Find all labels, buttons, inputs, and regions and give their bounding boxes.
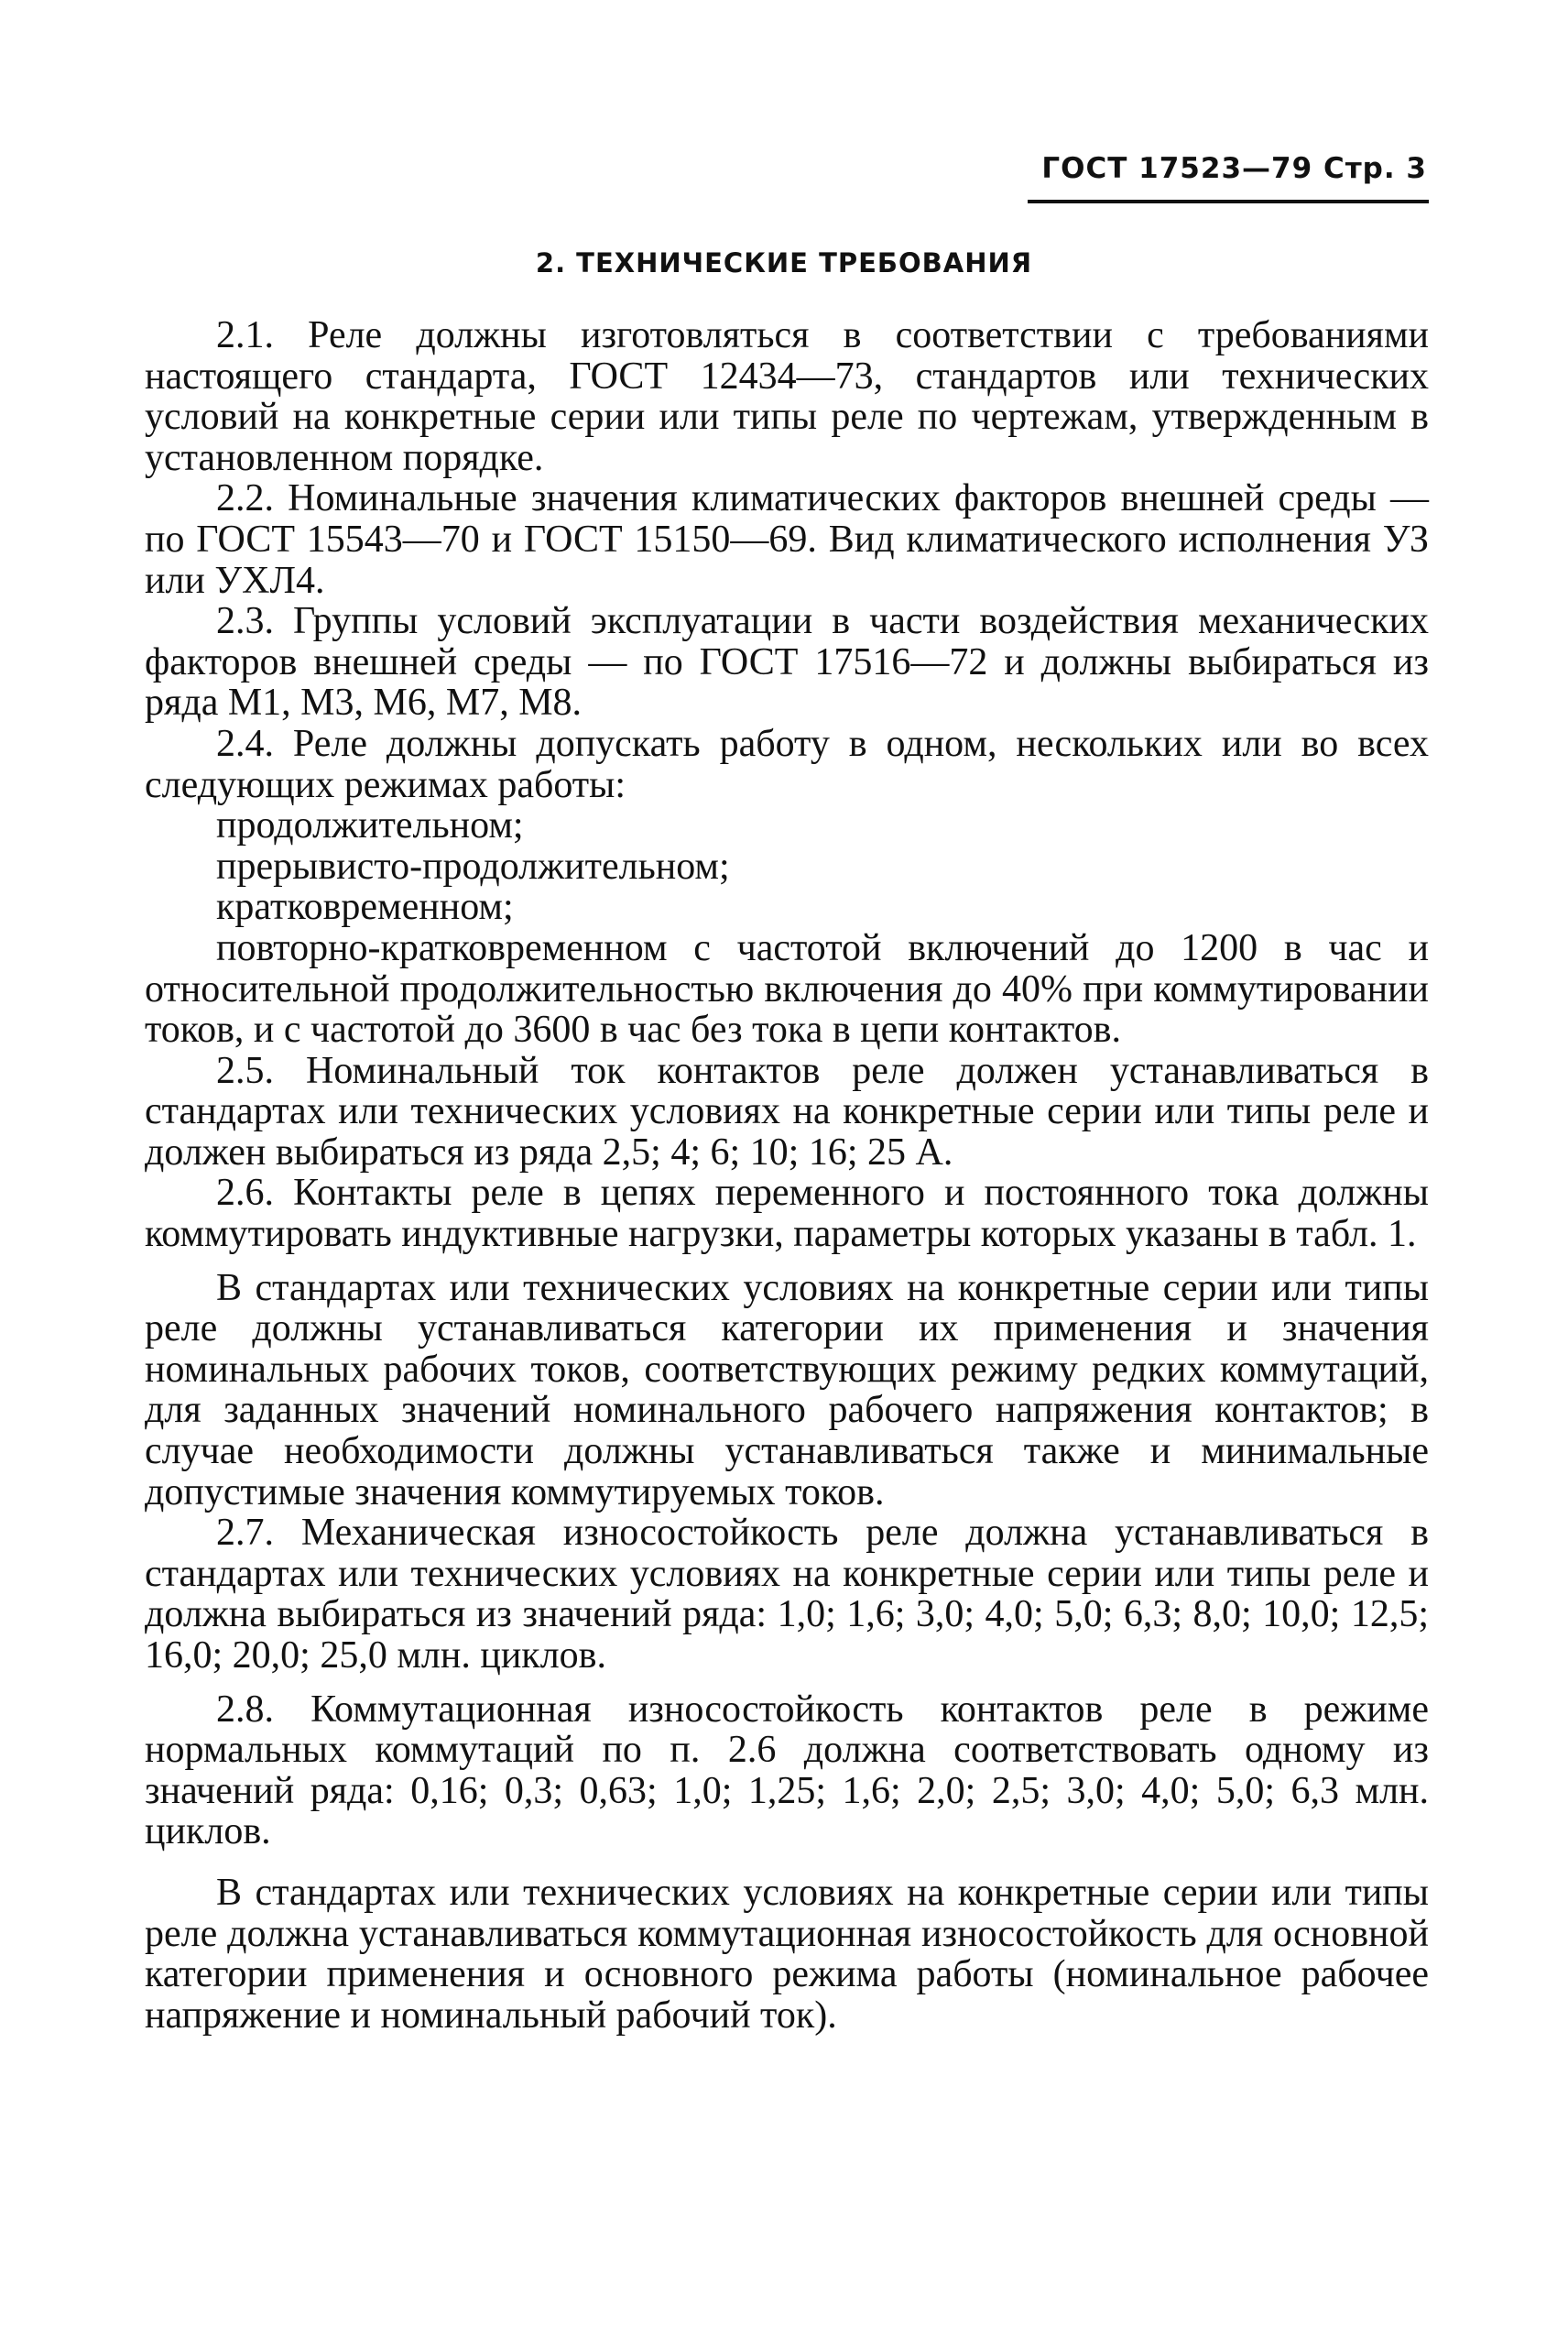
mode-item: прерывисто-продолжительном; <box>216 845 730 888</box>
paragraph-2-3: 2.3. Группы условий эксплуатации в части воздействия механических факторов внешней среды — по ГОСТ 17516—72 и должны выбираться из ряда М1, М3, М6, М7, М8. <box>145 600 1429 725</box>
mode-item: повторно-кратковременном с частотой включений до 1200 в час и относительной продолжительностью включения до 40% при коммутировании токов, и с частотой до 3600 в час без тока в цепи контактов. <box>145 926 1429 1052</box>
paragraph-2-7: 2.7. Механическая износостойкость реле должна устанавливаться в стандартах или технических условиях на конкретные серии или типы реле и должна выбираться из значений ряда: 1,0; 1,6; 3,0; 4,0; 5,0; 6,3; 8,0; 10,0; 12,5; 16,0; 20,0; 25,0 млн. циклов. <box>145 1512 1429 1677</box>
mode-item: продолжительном; <box>216 804 524 847</box>
body-text <box>145 315 1429 2036</box>
mode-item: кратковременном; <box>216 886 514 929</box>
section-title: 2. ТЕХНИЧЕСКИЕ ТРЕБОВАНИЯ <box>535 247 1033 279</box>
paragraph-2-8-note: В стандартах или технических условиях на конкретные серии или типы реле должна устанавливаться коммутационная износостойкость для основной категории применения и основного режима работы (номинальное рабочее напряжение и номинальный рабочий ток). <box>145 1871 1429 2037</box>
paragraph-2-8: 2.8. Коммутационная износостойкость контактов реле в режиме нормальных коммутаций по п. 2.6 должна соответствовать одному из значений ряда: 0,16; 0,3; 0,63; 1,0; 1,25; 1,6; 2,0; 2,5; 3,0; 4,0; 5,0; 6,3 млн. циклов. <box>145 1688 1429 1853</box>
paragraph-2-6: 2.6. Контакты реле в цепях переменного и постоянного тока должны коммутировать индуктивные нагрузки, параметры которых указаны в табл. 1. <box>145 1172 1429 1256</box>
header-rule <box>1028 200 1429 203</box>
page-header: ГОСТ 17523—79 Стр. 3 <box>1041 152 1427 185</box>
paragraph-2-4: 2.4. Реле должны допускать работу в одном, нескольких или во всех следующих режимах работы: <box>145 722 1429 806</box>
paragraph-2-1: 2.1. Реле должны изготовляться в соответствии с требованиями настоящего стандарта, ГОСТ 12434—73, стандартов или технических условий на конкретные серии или типы реле по чертежам, утвержденным в установленном порядке. <box>145 314 1429 479</box>
paragraph-2-6-note: В стандартах или технических условиях на конкретные серии или типы реле должны устанавливаться категории их применения и значения номинальных рабочих токов, соответствующих режиму редких коммутаций, для заданных значений номинального рабочего напряжения контактов; в случае необходимости должны устанавливаться также и минимальные допустимые значения коммутируемых токов. <box>145 1266 1429 1513</box>
paragraph-2-5: 2.5. Номинальный ток контактов реле должен устанавливаться в стандартах или технических условиях на конкретные серии или типы реле и должен выбираться из ряда 2,5; 4; 6; 10; 16; 25 А. <box>145 1049 1429 1174</box>
paragraph-2-2: 2.2. Номинальные значения климатических факторов внешней среды — по ГОСТ 15543—70 и ГОСТ 15150—69. Вид климатического исполнения УЗ или УХЛ4. <box>145 477 1429 602</box>
